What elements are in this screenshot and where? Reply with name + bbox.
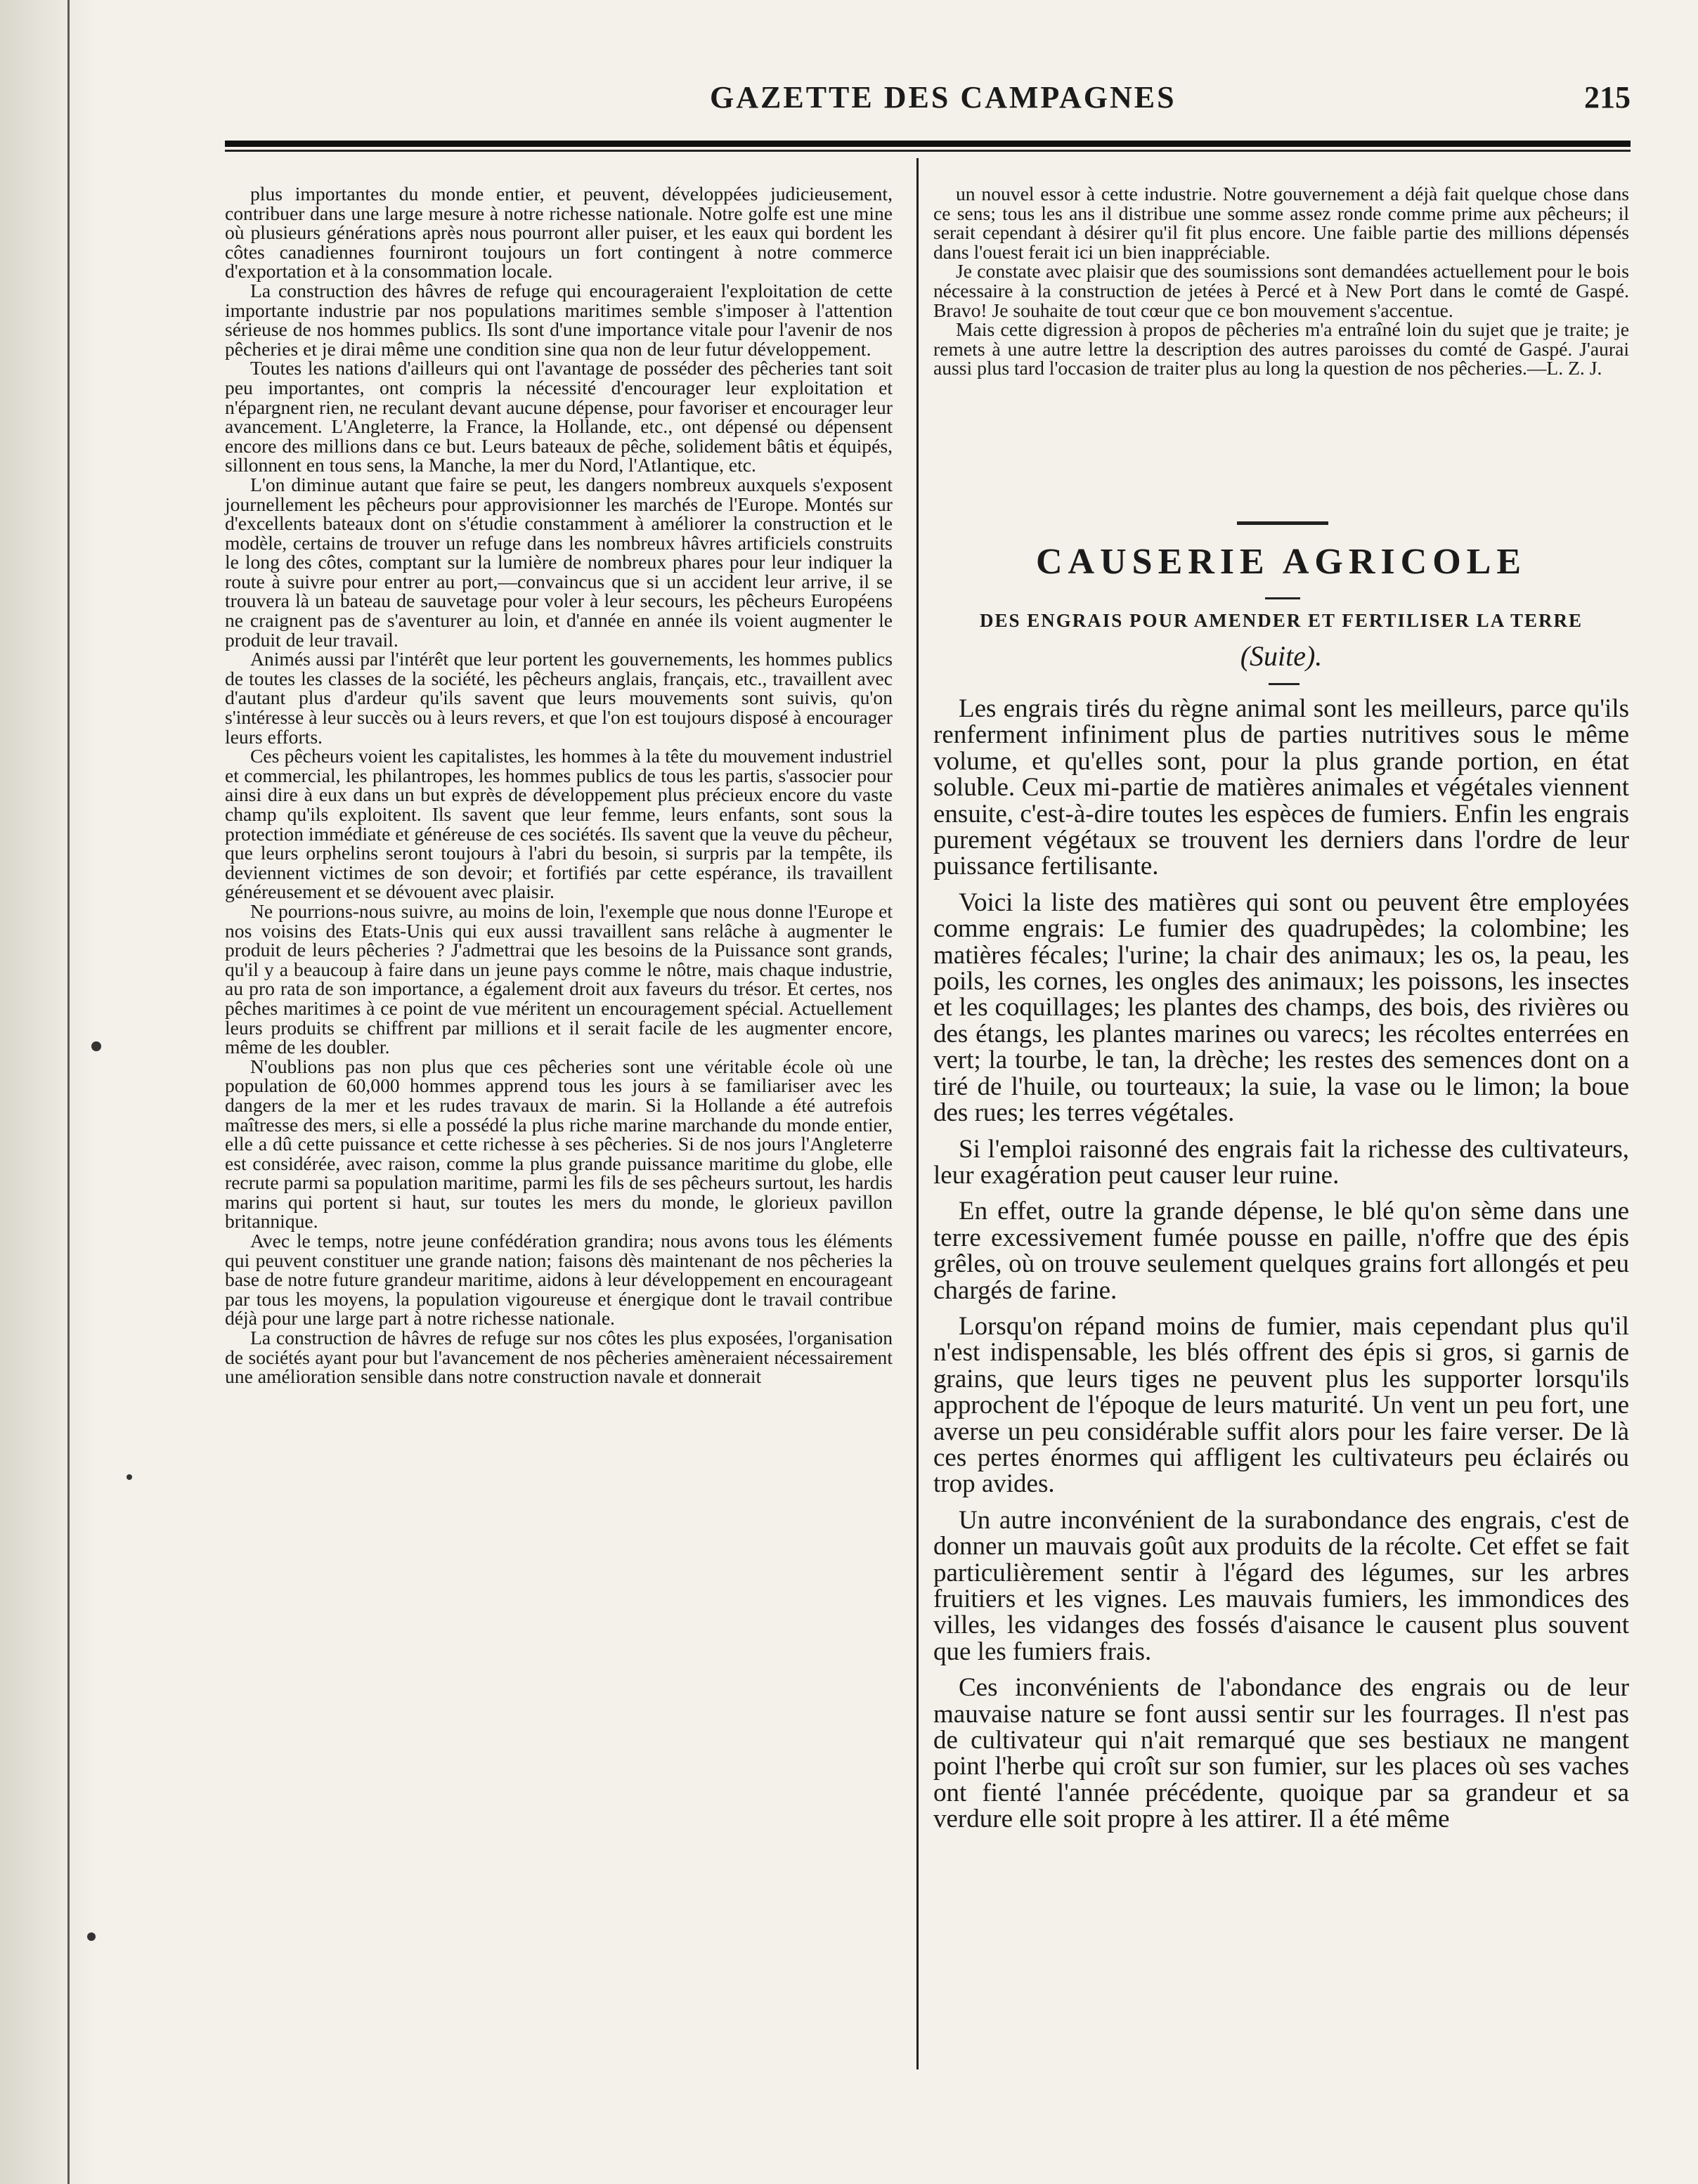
article-paragraph: En effet, outre la grande dépense, le blé qu'on sème dans une terre excessivement fumée pousse en paille, n'offre que des épis grêles, où on trouve seulement quelques grains fort allongés et peu chargés de farine. bbox=[933, 1197, 1629, 1305]
header-rule-thin bbox=[225, 150, 1631, 152]
ink-speck bbox=[87, 1932, 96, 1941]
page-header bbox=[225, 67, 1631, 130]
article-paragraph: Ces inconvénients de l'abondance des engrais ou de leur mauvaise nature se font aussi sentir sur les fourrages. Il n'est pas de cultivateur qui n'ait remarqué que ses bestiaux ne mangent point l'herbe qui croît sur son fumier, sur les places où ses vaches ont fienté l'année précédente, quoique par sa grandeur et sa verdure elle soit propre à les attirer. Il a été même bbox=[933, 1673, 1629, 1834]
left-paragraph: La construction des hâvres de refuge qui encourageraient l'exploitation de cette importante industrie par nos populations maritimes semble s'imposer à l'attention sérieuse de nos hommes publics. Ils sont d'une importance vitale pour l'avenir de nos pêcheries et je dirai même une condition sine qua non de leur futur développement. bbox=[225, 279, 893, 360]
page-spine-shadow bbox=[0, 0, 98, 2184]
subheading-short-rule bbox=[1269, 683, 1300, 685]
article-paragraph: Un autre inconvénient de la surabondance des engrais, c'est de donner un mauvais goût aux produits de la récolte. Cet effet se fait particulièrement sentir à l'égard des légumes, sur les arbres fruitiers et les vignes. Les mauvais fumiers, les immondices des villes, les vidanges des fossés d'aisance le causent plus souvent que les fumiers frais. bbox=[933, 1505, 1629, 1666]
header-rule-thick bbox=[225, 141, 1631, 147]
article-heading: CAUSERIE AGRICOLE bbox=[1035, 542, 1527, 582]
article-paragraph: Lorsqu'on répand moins de fumier, mais cependant plus qu'il n'est indispensable, les blés offrent des épis si gros, si garnis de grains, que leurs tiges ne peuvent plus les supporter lorsqu'ils approchent de l'époque de leurs maturité. Un vent un peu fort, une averse un peu considérable suffit alors pour les faire verser. De là ces pertes énormes qui affligent les cultivateurs peu éclairés ou trop avides. bbox=[933, 1311, 1629, 1499]
section-separator-rule bbox=[1237, 521, 1328, 525]
binding-edge-line bbox=[67, 0, 70, 2184]
left-paragraph: Ne pourrions-nous suivre, au moins de loin, l'exemple que nous donne l'Europe et nos voisins des Etats-Unis qui eux aussi travaillent sans relâche à augmenter le produit de leurs pêcheries ? J'admettrai que les besoins de la Puissance sont grands, qu'il y a beaucoup à faire dans un jeune pays comme le nôtre, mais chaque industrie, au pro rata de son importance, a également droit aux faveurs du trésor. Et certes, nos pêches maritimes à ce point de vue méritent un encouragement spécial. Actuellement leurs produits se chiffrent par millions et il serait facile de les augmenter encore, même de les doubler. bbox=[225, 899, 893, 1058]
right-column-top bbox=[933, 184, 1629, 378]
left-paragraph: Avec le temps, notre jeune confédération grandira; nous avons tous les éléments qui peuvent constituer une grande nation; faisons dès maintenant de nos pêcheries la base de notre future grandeur maritime, aidons à leur développement en encourageant par tous les moyens, la population vigoureuse et énergique dont le travail contribue déjà pour une large part à notre richesse nationale. bbox=[225, 1230, 893, 1330]
left-column bbox=[225, 184, 893, 1386]
article-paragraph: Si l'emploi raisonné des engrais fait la richesse des cultivateurs, leur exagération peut causer leur ruine. bbox=[933, 1134, 1629, 1190]
gazette-title: GAZETTE DES CAMPAGNES bbox=[710, 80, 1177, 115]
article-paragraph: Les engrais tirés du règne animal sont les meilleurs, parce qu'ils renferment infiniment plus de parties nutritives sous le même volume, et qu'elles sont, pour la plus grande portion, en état soluble. Ceux mi-partie de matières animales et végétales viennent ensuite, c'est-à-dire toutes les espèces de fumiers. Enfin les engrais purement végétaux se trouvent les derniers dans l'ordre de leur puissance fertilisante. bbox=[933, 694, 1629, 881]
page-number: 215 bbox=[1584, 80, 1631, 115]
article-continuation: (Suite). bbox=[1240, 640, 1323, 672]
column-divider bbox=[916, 158, 919, 2069]
ink-speck bbox=[127, 1474, 132, 1480]
article-body bbox=[933, 696, 1629, 1842]
left-paragraph: L'on diminue autant que faire se peut, les dangers nombreux auxquels s'exposent journellement les pêcheurs pour approvisionner les marchés de l'Europe. Montés sur d'excellents bateaux dont on s'étudie constamment à améliorer la construction et le modèle, certains de trouver un refuge dans les nombreux hâvres artificiels construits le long des côtes, comptant sur la lumière de nombreux phares pour leur indiquer la route à suivre pour entrer au port,—convaincus que si un accident leur arrive, il se trouvera là un bateau de sauvetage pour voler à leur secours, les pêcheurs Européens ne craignent pas de s'aventurer au loin, et d'année en année ils voient augmenter le produit de leur travail. bbox=[225, 473, 893, 651]
right-top-paragraph: un nouvel essor à cette industrie. Notre gouvernement a déjà fait quelque chose dans ce sens; tous les ans il distribue une somme assez ronde comme prime aux pêcheurs; il serait cependant à désirer qu'il fit plus encore. Une faible partie des millions dépensés dans l'ouest ferait ici un bien inappréciable. bbox=[933, 183, 1629, 263]
heading-short-rule bbox=[1265, 597, 1300, 599]
right-top-paragraph: Je constate avec plaisir que des soumissions sont demandées actuellement pour le bois nécessaire à la construction de jetées à Percé et à New Port dans le comté de Gaspé. Bravo! Je souhaite de tout cœur que ce bon mouvement s'accentue. bbox=[933, 260, 1629, 321]
left-paragraph: Animés aussi par l'intérêt que leur portent les gouvernements, les hommes publics de toutes les classes de la société, les pêcheurs anglais, français, etc., travaillent avec d'autant plus d'ardeur qu'ils savent que leurs mouvements sont suivis, qu'on s'intéresse à leur succès ou à leurs revers, et que l'on est toujours disposé à encourager leurs efforts. bbox=[225, 648, 893, 748]
left-paragraph: Toutes les nations d'ailleurs qui ont l'avantage de posséder des pêcheries tant soit peu importantes, ont compris la nécessité d'encourager leur exploitation et n'épargnent rien, ne reculant devant aucune dépense, pour favoriser et encourager leur avancement. L'Angleterre, la France, la Hollande, etc., ont dépensé ou dépensent encore des millions dans ce but. Leurs bateaux de pêche, solidement bâtis et équipés, sillonnent en tous sens, la Manche, la mer du Nord, l'Atlantique, etc. bbox=[225, 357, 893, 476]
left-paragraph: Ces pêcheurs voient les capitalistes, les hommes à la tête du mouvement industriel et commercial, les philantropes, les hommes publics de tous les partis, s'associer pour ainsi dire à eux dans un but exprès de développement plus précieux encore du vaste champ qu'ils exploitent. Ils savent que leur femme, leurs enfants, sont sous la protection immédiate et généreuse de ces sociétés. Ils savent que la veuve du pêcheur, que leurs orphelins seront toujours à l'abri du besoin, si surpris par la tempête, ils deviennent victimes de son devoir; et fortifiés par cette espérance, ils travaillent généreusement et se dévouent avec plaisir. bbox=[225, 745, 893, 903]
ink-speck bbox=[91, 1041, 101, 1051]
left-paragraph: N'oublions pas non plus que ces pêcheries sont une véritable école où une population de 60,000 hommes apprend tous les jours à se familiariser avec les dangers de la mer et les rudes travaux de marin. Si la Hollande a été autrefois maîtresse des mers, si elle a possédé la plus riche marine marchande du monde entier, elle a dû cette puissance et cette richesse à ses pêcheries. Si de nos jours l'Angleterre est considérée, avec raison, comme la plus grande puissance maritime du globe, elle recrute parmi sa population maritime, parmi les fils de ses pêcheurs surtout, les hardis marins qui portent si haut, sur toutes les mers du monde, le glorieux pavillon britannique. bbox=[225, 1055, 893, 1233]
left-paragraph: plus importantes du monde entier, et peuvent, développées judicieusement, contribuer dans une large mesure à notre richesse nationale. Notre golfe est une mine où plusieurs générations après nous pourront aller puiser, et les eaux qui bordent les côtes canadiennes fourniront toujours un fort contingent à notre commerce d'exportation et à la consommation locale. bbox=[225, 183, 893, 282]
article-paragraph: Voici la liste des matières qui sont ou peuvent être employées comme engrais: Le fumier des quadrupèdes; la colombine; les matières fécales; l'urine; la chair des animaux; les os, la peau, les poils, les cornes, les ongles des animaux; les poissons, les insectes et les coquillages; les plantes des champs, des bois, des rivières ou des étangs, les plantes marines ou varecs; les récoltes enterrées en vert; la tourbe, le tan, la drèche; les restes des semences dont on a tiré de l'huile, ou tourteaux; la suie, la vase ou le limon; la boue des rues; les terres végétales. bbox=[933, 888, 1629, 1128]
left-paragraph: La construction de hâvres de refuge sur nos côtes les plus exposées, l'organisation de sociétés ayant pour but l'avancement de nos pêcheries amèneraient nécessairement une amélioration sensible dans notre construction navale et donnerait bbox=[225, 1327, 893, 1388]
right-top-paragraph: Mais cette digression à propos de pêcheries m'a entraîné loin du sujet que je traite; je remets à une autre lettre la description des autres paroisses du comté de Gaspé. J'aurai aussi plus tard l'occasion de traiter plus au long la question de nos pêcheries.—L. Z. J. bbox=[933, 318, 1629, 379]
article-subheading: DES ENGRAIS POUR AMENDER ET FERTILISER LA TERRE bbox=[980, 610, 1583, 631]
